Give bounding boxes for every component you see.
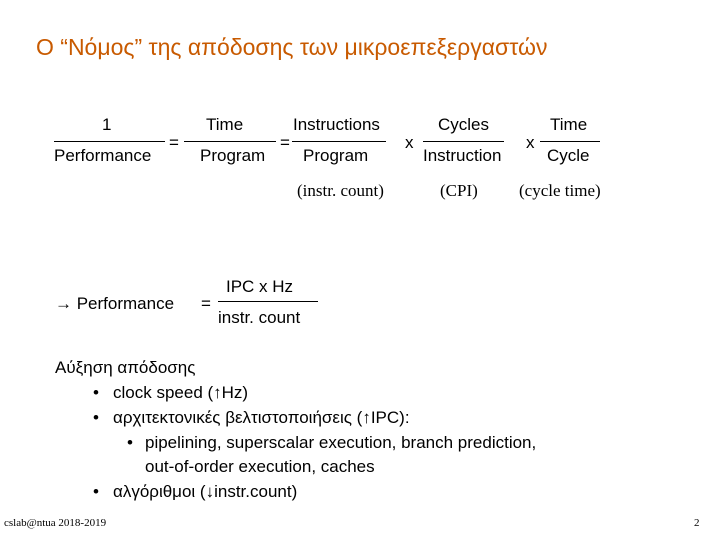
- lhs-denominator: Performance: [54, 146, 152, 165]
- cycle-denominator: Cycle: [547, 146, 590, 165]
- fraction-line-perf: [218, 301, 318, 302]
- bullet-item: clock speed (↑Hz): [113, 383, 249, 402]
- bullet-icon: •: [127, 433, 133, 452]
- lhs-numerator: 1: [102, 115, 112, 134]
- fraction-line-lhs: [54, 141, 165, 142]
- times-sign-1: x: [405, 133, 414, 152]
- equals-sign-1: =: [169, 133, 179, 152]
- fraction-line-instructions: [292, 141, 386, 142]
- page-number: 2: [694, 517, 700, 529]
- fraction-line-cycles: [423, 141, 504, 142]
- fraction-line-cycle: [540, 141, 600, 142]
- bullet-icon: •: [93, 482, 99, 501]
- slide-title: Ο “Νόμος” της απόδοσης των μικροεπεξεργαστών: [36, 34, 548, 60]
- perf-denominator: instr. count: [218, 308, 301, 327]
- program-denominator: Program: [200, 146, 266, 165]
- program-denominator-2: Program: [303, 146, 369, 165]
- sub-bullet-item: pipelining, superscalar execution, branch prediction,: [145, 433, 537, 452]
- bullets-heading: Αύξηση απόδοσης: [55, 358, 196, 377]
- sub-bullet-item-continued: out-of-order execution, caches: [145, 457, 375, 476]
- bullet-item: αλγόριθμοι (↓instr.count): [113, 482, 298, 501]
- cycles-numerator: Cycles: [438, 115, 490, 134]
- note-instr-count: (instr. count): [297, 181, 384, 200]
- times-sign-2: x: [526, 133, 535, 152]
- equals-sign-2: =: [280, 133, 290, 152]
- fraction-line-time: [184, 141, 276, 142]
- perf-numerator: IPC x Hz: [226, 277, 294, 296]
- footer-credit: cslab@ntua 2018-2019: [4, 517, 107, 529]
- bullet-icon: •: [93, 408, 99, 427]
- instruction-denominator: Instruction: [423, 146, 502, 165]
- note-cpi: (CPI): [440, 181, 478, 200]
- time-numerator-2: Time: [550, 115, 588, 134]
- bullet-icon: •: [93, 383, 99, 402]
- bullet-item: αρχιτεκτονικές βελτιστοποιήσεις (↑IPC):: [113, 408, 410, 427]
- time-numerator: Time: [206, 115, 244, 134]
- equals-sign-3: =: [201, 294, 211, 313]
- perf-label: → Performance: [55, 294, 175, 313]
- note-cycle-time: (cycle time): [519, 181, 601, 200]
- instructions-numerator: Instructions: [293, 115, 380, 134]
